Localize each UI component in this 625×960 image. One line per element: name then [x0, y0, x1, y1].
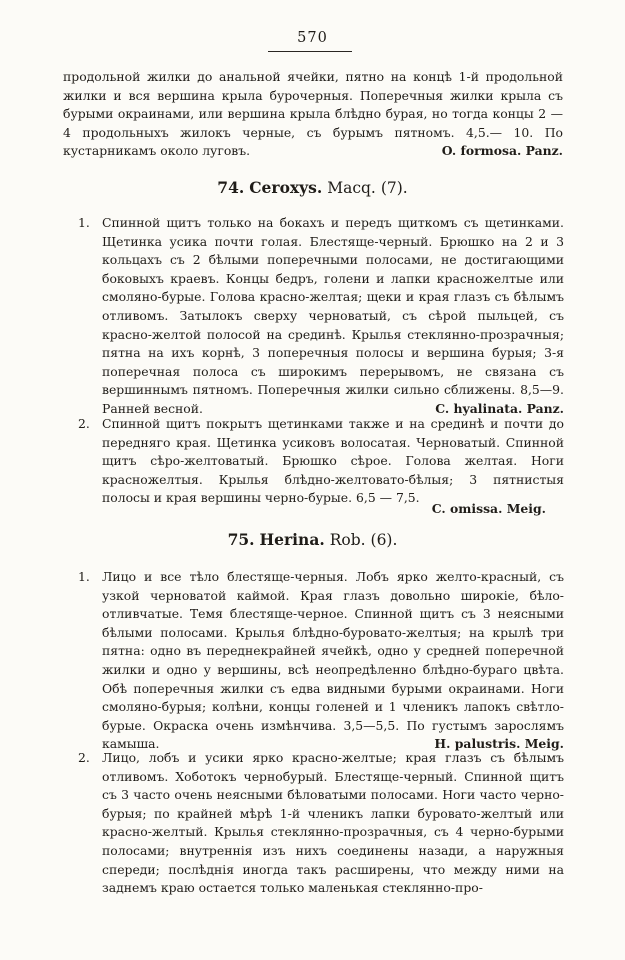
item-74-1-species: C. hyalinata. Panz.	[435, 400, 564, 416]
item-74-2	[102, 415, 564, 508]
item-74-1	[102, 214, 564, 419]
section-75-count: (6).	[370, 531, 398, 549]
section-75-author: Rob.	[329, 531, 366, 549]
item-75-2-text: Лицо, лобъ и усики ярко красно-желтые; края глазъ съ бѣлымъ отливомъ. Хоботокъ чернобурый. Блестяще-черный. Спинной щитъ съ 3 часто очень неясными бѣловатыми полосами. Ноги часто черно-бурыя; по крайней мѣрѣ 1-й членикъ лапки буровато-желтый или красно-желтый. Крылья стекляннo-прозрачныя, съ 4 черно-бурыми полосами; внутреннія изъ нихъ соединены назади, а наружныя спереди; послѣднія иногда такъ расширены, что между ними на заднемъ краю остается только маленькая стекляннo-про-	[102, 750, 564, 896]
item-75-1-num: 1.	[78, 569, 90, 584]
intro-species: O. formosa. Panz.	[441, 143, 563, 159]
item-75-1	[102, 568, 564, 754]
intro-paragraph	[63, 68, 563, 161]
intro-text: продольной жилки до анальной ячейки, пятно на концѣ 1-й продольной жилки и вся вершина крыла бурочерныя. Поперечныя жилки крыла съ бурыми окраинами, или вершина крыла блѣдно бурая, но тогда концы 2 — 4 продольныхъ жилокъ черные, съ бурымъ пятномъ. 4,5.— 10. По кустарникамъ около луговъ.	[63, 69, 563, 159]
section-74-count: (7).	[380, 179, 408, 197]
section-75-genus: Herina.	[259, 530, 325, 549]
item-74-1-text: Спинной щитъ только на бокахъ и передъ щиткомъ съ щетинками. Щетинка усика почти голая. Блестяще-черный. Брюшко на 2 и 3 кольцахъ съ 2 бѣлыми поперечными полосами, не достигающими боковыхъ краевъ. Концы бедръ, голени и лапки красножелтые или смоляно-бурые. Голова красно-желтая; щеки и края глазъ съ бѣлымъ отливомъ. Затылокъ сверху черноватый, съ сѣрой пыльцей, съ красно-желтой полосой на срединѣ. Крылья стекляннo-прозрачныя; пятна на ихъ корнѣ, 3 поперечныя полосы и вершина бурыя; 3-я поперечная полоса съ широкимъ перерывомъ, не связана съ вершиннымъ пятномъ. Поперечныя жилки сильно сближены. 8,5—9. Ранней весной.	[102, 215, 564, 416]
page-number: 570	[297, 30, 328, 46]
item-74-2-text: Спинной щитъ покрытъ щетинками также и на срединѣ и почти до передняго края. Щетинка усиковъ волосатая. Черноватый. Спинной щитъ сѣро-желтоватый. Брюшко сѣрое. Голова желтая. Ноги красножелтыя. Крылья блѣдно-желтовато-бѣлыя; 3 пятнистыя полосы и края вершины черно-бурые. 6,5 — 7,5.	[102, 416, 564, 506]
item-75-1-text: Лицо и все тѣло блестяще-черныя. Лобъ ярко желто-красный, съ узкой черноватой каймой. Края глазъ довольно широкіе, бѣло-отливчатые. Темя блестяще-черное. Спинной щитъ съ 3 неясными бѣлыми полосами. Крылья блѣдно-буровато-желтыя; на крылѣ три пятна: одно въ переднекрайней ячейкѣ, одно у средней поперечной жилки и одно у вершины, всѣ неопредѣленно блѣдно-бураго цвѣта. Обѣ поперечныя жилки съ едва видными бурыми окраинами. Ноги смоляно-бурыя; колѣни, концы голеней и 1 членикъ лапокъ свѣтло-бурые. Окраска очень измѣнчива. 3,5—5,5. По густымъ зарослямъ камыша.	[102, 569, 564, 752]
section-74-genus: Ceroxys.	[249, 178, 323, 197]
item-74-2-species: C. omissa. Meig.	[431, 501, 546, 516]
section-75-heading	[0, 530, 625, 550]
item-75-2	[102, 749, 564, 898]
item-75-2-num: 2.	[78, 750, 90, 765]
section-74-author: Macq.	[327, 179, 376, 197]
section-74-heading	[0, 178, 625, 198]
item-75-1-species: H. palustris. Meig.	[434, 736, 564, 752]
section-74-num: 74.	[217, 178, 245, 197]
item-74-1-num: 1.	[78, 215, 90, 230]
section-75-num: 75.	[227, 530, 255, 549]
item-74-2-num: 2.	[78, 416, 90, 431]
page-number-rule	[268, 51, 352, 52]
